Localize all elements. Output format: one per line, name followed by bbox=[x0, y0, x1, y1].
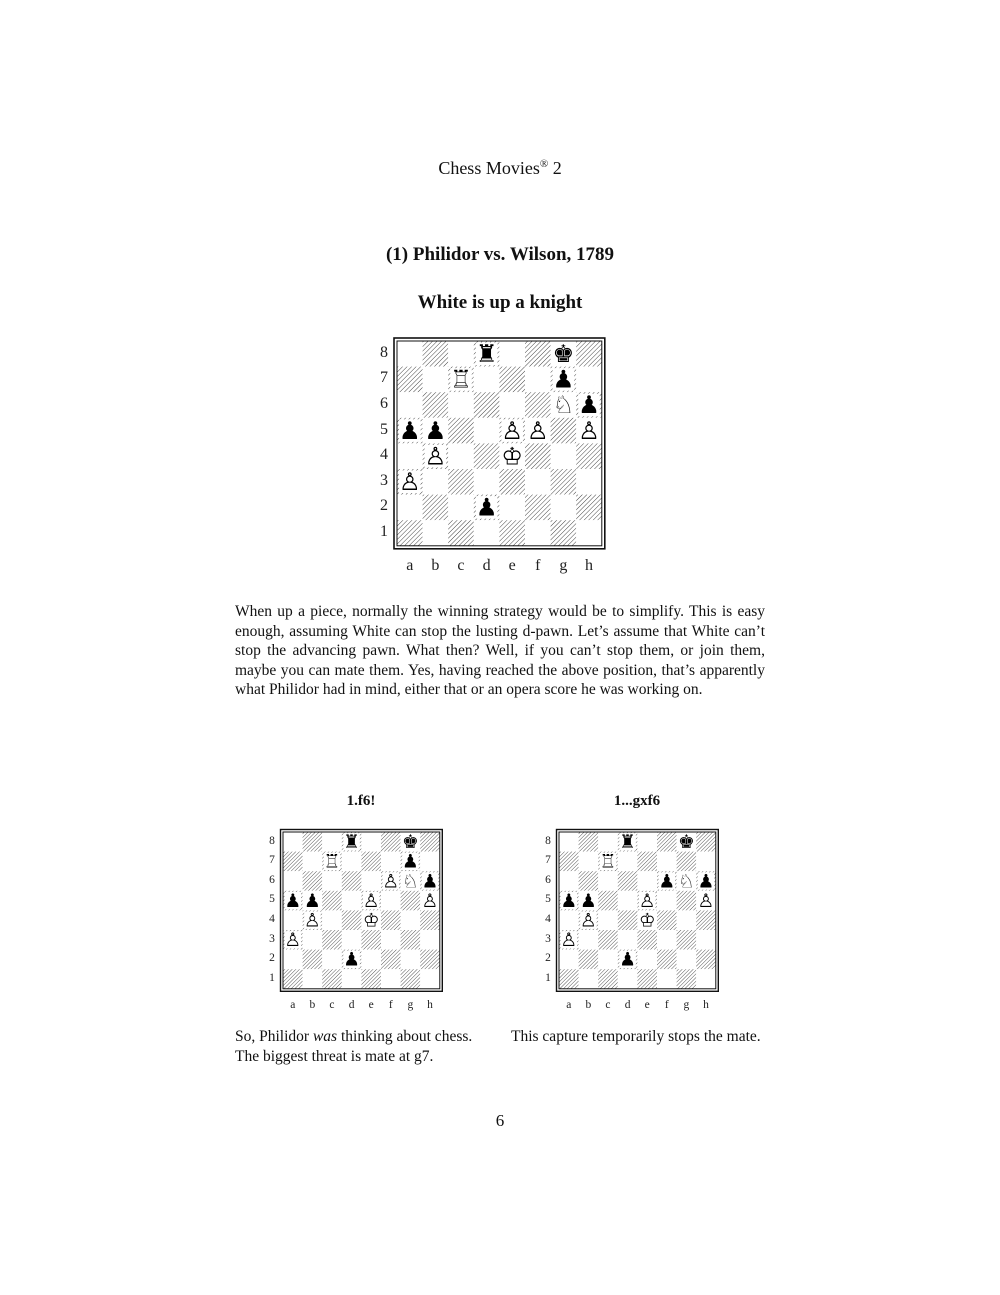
square-h7 bbox=[420, 852, 440, 872]
file-label: b bbox=[585, 998, 592, 1011]
square-g5 bbox=[551, 418, 577, 444]
rank-label: 6 bbox=[269, 873, 275, 886]
square-b2 bbox=[303, 950, 323, 970]
black-rook-d8: ♜ bbox=[475, 338, 498, 368]
rank-label: 4 bbox=[545, 913, 551, 926]
rank-label: 1 bbox=[545, 971, 551, 984]
rank-label: 3 bbox=[269, 932, 275, 945]
black-pawn-h6: ♟ bbox=[421, 871, 439, 893]
rank-label: 2 bbox=[380, 497, 388, 515]
black-king-g8: ♚ bbox=[678, 832, 695, 854]
square-g4 bbox=[401, 910, 421, 930]
board-svg bbox=[255, 826, 446, 993]
square-f4 bbox=[525, 443, 551, 469]
file-label: a bbox=[290, 998, 296, 1011]
rank-label: 6 bbox=[545, 873, 551, 886]
black-pawn-d2: ♟ bbox=[475, 492, 498, 522]
square-e8 bbox=[637, 832, 657, 852]
rank-label: 5 bbox=[380, 420, 388, 438]
black-rook-d8: ♜ bbox=[343, 832, 360, 854]
white-king-e4: ♔ bbox=[362, 910, 380, 932]
square-a6 bbox=[283, 871, 303, 891]
square-e6 bbox=[361, 871, 381, 891]
square-f1 bbox=[525, 520, 551, 546]
white-pawn-e5: ♙ bbox=[501, 415, 524, 445]
white-king-e4: ♔ bbox=[638, 910, 656, 932]
square-f6 bbox=[525, 392, 551, 418]
square-g1 bbox=[401, 969, 421, 989]
square-c4 bbox=[322, 910, 342, 930]
square-b8 bbox=[423, 341, 449, 367]
caption-text-end: thinking about chess. The biggest threat is mate at g7. bbox=[235, 1028, 473, 1065]
square-f5 bbox=[381, 891, 401, 911]
square-f2 bbox=[657, 950, 677, 970]
square-d6 bbox=[342, 871, 362, 891]
square-f5 bbox=[657, 891, 677, 911]
square-e2 bbox=[637, 950, 657, 970]
file-label: d bbox=[348, 998, 355, 1011]
square-f8 bbox=[657, 832, 677, 852]
volume-number: 2 bbox=[552, 158, 562, 178]
square-d1 bbox=[474, 520, 500, 546]
square-h8 bbox=[576, 341, 602, 367]
square-b2 bbox=[423, 495, 449, 521]
square-d7 bbox=[618, 852, 638, 872]
white-pawn-h5: ♙ bbox=[697, 890, 715, 912]
square-d5 bbox=[342, 891, 362, 911]
square-c5 bbox=[322, 891, 342, 911]
file-label: e bbox=[368, 998, 374, 1011]
square-d4 bbox=[618, 910, 638, 930]
rank-label: 7 bbox=[380, 369, 388, 387]
square-b7 bbox=[423, 367, 449, 393]
square-h3 bbox=[420, 930, 440, 950]
square-e7 bbox=[361, 852, 381, 872]
file-label: d bbox=[482, 556, 491, 574]
square-a7 bbox=[559, 852, 579, 872]
square-g1 bbox=[551, 520, 577, 546]
rank-label: 7 bbox=[545, 854, 551, 867]
file-label: g bbox=[559, 556, 568, 574]
square-h2 bbox=[420, 950, 440, 970]
square-e6 bbox=[637, 871, 657, 891]
square-c8 bbox=[448, 341, 474, 367]
square-c1 bbox=[598, 969, 618, 989]
square-c1 bbox=[322, 969, 342, 989]
rank-label: 2 bbox=[269, 952, 275, 965]
black-pawn-d2: ♟ bbox=[619, 949, 636, 971]
square-b3 bbox=[423, 469, 449, 495]
square-c6 bbox=[322, 871, 342, 891]
square-b1 bbox=[579, 969, 599, 989]
black-rook-d8: ♜ bbox=[619, 832, 636, 854]
white-rook-c7: ♖ bbox=[599, 851, 617, 873]
rank-label: 8 bbox=[380, 343, 388, 361]
square-g3 bbox=[401, 930, 421, 950]
black-pawn-b5: ♟ bbox=[580, 890, 597, 912]
left-chessboard bbox=[255, 826, 455, 1010]
square-f1 bbox=[381, 969, 401, 989]
square-d4 bbox=[474, 443, 500, 469]
square-f8 bbox=[381, 832, 401, 852]
black-pawn-h6: ♟ bbox=[697, 871, 715, 893]
square-g3 bbox=[677, 930, 697, 950]
square-e3 bbox=[637, 930, 657, 950]
commentary-paragraph: When up a piece, normally the winning strategy would be to simplify. This is easy enough, assuming White can stop the lusting d-pawn. Let’s assume that White can’t stop the advancing pawn. What then? Well, if you can’t stop them, or join them, maybe you can mate them. Yes, having reached the above position, that’s apparently what Philidor had in mind, either that or an opera score he was working on. bbox=[235, 603, 765, 699]
square-g2 bbox=[551, 495, 577, 521]
square-b7 bbox=[579, 852, 599, 872]
square-e1 bbox=[499, 520, 525, 546]
game-title: (1) Philidor vs. Wilson, 1789 bbox=[385, 244, 615, 265]
square-b1 bbox=[303, 969, 323, 989]
rank-label: 6 bbox=[380, 395, 388, 413]
square-c3 bbox=[598, 930, 618, 950]
white-rook-c7: ♖ bbox=[323, 851, 341, 873]
square-b3 bbox=[303, 930, 323, 950]
square-h4 bbox=[576, 443, 602, 469]
black-pawn-f6: ♟ bbox=[658, 871, 676, 893]
square-c8 bbox=[598, 832, 618, 852]
file-label: g bbox=[407, 998, 414, 1011]
running-title: Chess Movies bbox=[438, 158, 540, 178]
rank-label: 8 bbox=[545, 834, 551, 847]
square-h4 bbox=[696, 910, 716, 930]
white-knight-g6: ♘ bbox=[552, 390, 575, 420]
square-h1 bbox=[576, 520, 602, 546]
square-c4 bbox=[598, 910, 618, 930]
square-e1 bbox=[361, 969, 381, 989]
white-pawn-f6: ♙ bbox=[382, 871, 400, 893]
square-h7 bbox=[696, 852, 716, 872]
square-g4 bbox=[677, 910, 697, 930]
file-label: e bbox=[644, 998, 650, 1011]
square-h7 bbox=[576, 367, 602, 393]
square-a2 bbox=[283, 950, 303, 970]
square-d4 bbox=[342, 910, 362, 930]
square-f2 bbox=[525, 495, 551, 521]
black-pawn-b5: ♟ bbox=[424, 415, 447, 445]
white-pawn-b4: ♙ bbox=[580, 910, 597, 932]
white-pawn-a3: ♙ bbox=[560, 930, 578, 952]
file-label: a bbox=[566, 998, 572, 1011]
white-pawn-a3: ♙ bbox=[398, 466, 421, 496]
square-f4 bbox=[657, 910, 677, 930]
white-pawn-f5: ♙ bbox=[526, 415, 549, 445]
square-e7 bbox=[637, 852, 657, 872]
square-h8 bbox=[696, 832, 716, 852]
square-f3 bbox=[525, 469, 551, 495]
square-a7 bbox=[397, 367, 423, 393]
file-label: f bbox=[388, 998, 393, 1011]
square-c6 bbox=[448, 392, 474, 418]
square-d7 bbox=[474, 367, 500, 393]
black-pawn-h6: ♟ bbox=[578, 390, 600, 420]
square-a4 bbox=[397, 443, 423, 469]
square-g5 bbox=[677, 891, 697, 911]
black-pawn-g7: ♟ bbox=[402, 851, 419, 873]
square-b6 bbox=[423, 392, 449, 418]
file-label: b bbox=[431, 556, 440, 574]
board-svg bbox=[531, 826, 722, 993]
square-f2 bbox=[381, 950, 401, 970]
square-g5 bbox=[401, 891, 421, 911]
square-a4 bbox=[559, 910, 579, 930]
square-g2 bbox=[401, 950, 421, 970]
square-e7 bbox=[499, 367, 525, 393]
square-f3 bbox=[381, 930, 401, 950]
square-a4 bbox=[283, 910, 303, 930]
white-knight-g6: ♘ bbox=[402, 871, 419, 893]
rank-label: 3 bbox=[380, 471, 388, 489]
file-label: f bbox=[664, 998, 669, 1011]
square-e2 bbox=[361, 950, 381, 970]
square-e8 bbox=[361, 832, 381, 852]
position-subtitle: White is up a knight bbox=[417, 292, 583, 313]
file-label: c bbox=[329, 998, 335, 1011]
black-pawn-d2: ♟ bbox=[343, 949, 360, 971]
running-header bbox=[0, 158, 1000, 179]
square-a1 bbox=[559, 969, 579, 989]
square-e1 bbox=[637, 969, 657, 989]
diagram-left-title: 1.f6! bbox=[346, 793, 376, 809]
black-king-g8: ♚ bbox=[552, 338, 575, 368]
square-c4 bbox=[448, 443, 474, 469]
file-label: b bbox=[309, 998, 316, 1011]
black-pawn-a5: ♟ bbox=[560, 890, 578, 912]
black-pawn-g7: ♟ bbox=[552, 364, 575, 394]
square-c2 bbox=[322, 950, 342, 970]
rank-label: 5 bbox=[545, 893, 551, 906]
square-h3 bbox=[576, 469, 602, 495]
board-svg bbox=[360, 332, 608, 550]
registered-mark: ® bbox=[539, 158, 549, 170]
rank-label: 2 bbox=[545, 952, 551, 965]
square-b6 bbox=[303, 871, 323, 891]
square-d3 bbox=[618, 930, 638, 950]
square-h3 bbox=[696, 930, 716, 950]
square-d1 bbox=[342, 969, 362, 989]
square-d7 bbox=[342, 852, 362, 872]
rank-label: 4 bbox=[380, 446, 388, 464]
square-c2 bbox=[448, 495, 474, 521]
square-f7 bbox=[381, 852, 401, 872]
square-c6 bbox=[598, 871, 618, 891]
square-f8 bbox=[525, 341, 551, 367]
square-h1 bbox=[696, 969, 716, 989]
rank-label: 1 bbox=[380, 523, 388, 541]
square-a8 bbox=[559, 832, 579, 852]
square-d5 bbox=[618, 891, 638, 911]
square-a7 bbox=[283, 852, 303, 872]
file-label: c bbox=[457, 556, 465, 574]
black-king-g8: ♚ bbox=[402, 832, 419, 854]
square-c5 bbox=[448, 418, 474, 444]
square-c8 bbox=[322, 832, 342, 852]
white-pawn-e5: ♙ bbox=[638, 890, 656, 912]
square-f7 bbox=[657, 852, 677, 872]
square-d3 bbox=[474, 469, 500, 495]
file-label: c bbox=[605, 998, 611, 1011]
square-d6 bbox=[474, 392, 500, 418]
file-label: h bbox=[584, 556, 593, 574]
square-g4 bbox=[551, 443, 577, 469]
white-pawn-h5: ♙ bbox=[578, 415, 600, 445]
square-a2 bbox=[559, 950, 579, 970]
file-label: h bbox=[703, 998, 709, 1011]
square-a6 bbox=[397, 392, 423, 418]
square-e3 bbox=[361, 930, 381, 950]
square-c2 bbox=[598, 950, 618, 970]
square-g3 bbox=[551, 469, 577, 495]
square-f7 bbox=[525, 367, 551, 393]
square-h1 bbox=[420, 969, 440, 989]
square-h2 bbox=[576, 495, 602, 521]
white-rook-c7: ♖ bbox=[450, 364, 472, 394]
white-pawn-a3: ♙ bbox=[284, 930, 302, 952]
square-b8 bbox=[579, 832, 599, 852]
square-f1 bbox=[657, 969, 677, 989]
file-label: f bbox=[535, 556, 541, 574]
rank-label: 4 bbox=[269, 913, 275, 926]
diagram-right-caption: This capture temporarily stops the mate. bbox=[511, 1028, 761, 1045]
white-pawn-b4: ♙ bbox=[424, 441, 447, 471]
white-pawn-e5: ♙ bbox=[362, 890, 380, 912]
white-knight-g6: ♘ bbox=[678, 871, 695, 893]
white-pawn-b4: ♙ bbox=[304, 910, 321, 932]
square-g1 bbox=[677, 969, 697, 989]
square-h8 bbox=[420, 832, 440, 852]
black-pawn-b5: ♟ bbox=[304, 890, 321, 912]
square-e2 bbox=[499, 495, 525, 521]
white-king-e4: ♔ bbox=[501, 441, 524, 471]
square-e6 bbox=[499, 392, 525, 418]
right-chessboard bbox=[531, 826, 731, 1010]
rank-label: 3 bbox=[545, 932, 551, 945]
square-e8 bbox=[499, 341, 525, 367]
square-a1 bbox=[397, 520, 423, 546]
square-e3 bbox=[499, 469, 525, 495]
diagram-left-caption bbox=[235, 1027, 497, 1067]
square-a6 bbox=[559, 871, 579, 891]
square-c3 bbox=[448, 469, 474, 495]
square-d3 bbox=[342, 930, 362, 950]
square-a1 bbox=[283, 969, 303, 989]
square-c5 bbox=[598, 891, 618, 911]
black-pawn-a5: ♟ bbox=[284, 890, 302, 912]
square-g7 bbox=[677, 852, 697, 872]
file-label: d bbox=[624, 998, 631, 1011]
square-h2 bbox=[696, 950, 716, 970]
square-b1 bbox=[423, 520, 449, 546]
black-pawn-a5: ♟ bbox=[398, 415, 421, 445]
square-b7 bbox=[303, 852, 323, 872]
rank-label: 5 bbox=[269, 893, 275, 906]
square-g2 bbox=[677, 950, 697, 970]
square-a8 bbox=[397, 341, 423, 367]
square-f4 bbox=[381, 910, 401, 930]
square-a8 bbox=[283, 832, 303, 852]
file-label: e bbox=[508, 556, 516, 574]
main-chessboard bbox=[360, 332, 620, 582]
caption-text-start: So, Philidor bbox=[235, 1028, 313, 1045]
square-d6 bbox=[618, 871, 638, 891]
square-f3 bbox=[657, 930, 677, 950]
page-number: 6 bbox=[495, 1111, 505, 1130]
square-b8 bbox=[303, 832, 323, 852]
rank-label: 7 bbox=[269, 854, 275, 867]
file-label: a bbox=[406, 556, 414, 574]
square-d1 bbox=[618, 969, 638, 989]
file-label: g bbox=[683, 998, 690, 1011]
square-c3 bbox=[322, 930, 342, 950]
square-h4 bbox=[420, 910, 440, 930]
square-b2 bbox=[579, 950, 599, 970]
square-a2 bbox=[397, 495, 423, 521]
white-pawn-h5: ♙ bbox=[421, 890, 439, 912]
square-b3 bbox=[579, 930, 599, 950]
rank-label: 8 bbox=[269, 834, 275, 847]
square-b6 bbox=[579, 871, 599, 891]
rank-label: 1 bbox=[269, 971, 275, 984]
caption-emphasis: was bbox=[312, 1028, 338, 1045]
diagram-right-title: 1...gxf6 bbox=[613, 793, 661, 809]
square-d5 bbox=[474, 418, 500, 444]
file-label: h bbox=[427, 998, 433, 1011]
square-c1 bbox=[448, 520, 474, 546]
